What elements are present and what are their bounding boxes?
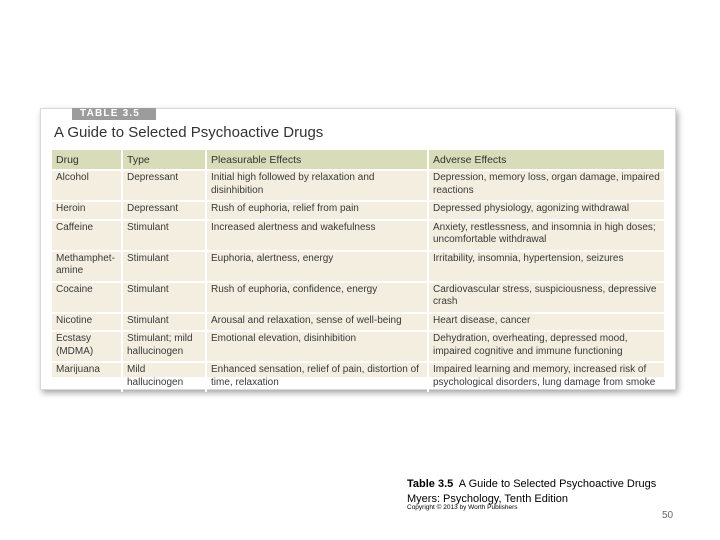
cell-adverse: Irritability, insomnia, hypertension, seizures <box>428 251 664 282</box>
page-number: 50 <box>662 510 674 521</box>
cell-pleasurable: Rush of euphoria, relief from pain <box>206 201 428 220</box>
cell-drug: Cocaine <box>52 282 122 313</box>
cell-adverse: Anxiety, restlessness, and insomnia in high doses; uncomfortable withdrawal <box>428 220 664 251</box>
column-header-pleasurable-effects: Pleasurable Effects <box>206 150 428 170</box>
cell-drug: Methamphet-amine <box>52 251 122 282</box>
cell-drug: Alcohol <box>52 170 122 201</box>
cell-adverse: Dehydration, overheating, depressed mood, impaired cognitive and immune functioning <box>428 331 664 362</box>
cell-type: Depressant <box>122 201 206 220</box>
cell-type: Stimulant <box>122 313 206 332</box>
column-header-adverse-effects: Adverse Effects <box>428 150 664 170</box>
cell-pleasurable: Enhanced sensation, relief of pain, distortion of time, relaxation <box>206 362 428 392</box>
table-row <box>52 170 664 201</box>
table-row <box>52 220 664 251</box>
table-row <box>52 313 664 332</box>
cell-drug: Caffeine <box>52 220 122 251</box>
cell-adverse: Heart disease, cancer <box>428 313 664 332</box>
table-body <box>52 170 664 392</box>
cell-adverse: Depressed physiology, agonizing withdrawal <box>428 201 664 220</box>
cell-pleasurable: Increased alertness and wakefulness <box>206 220 428 251</box>
table-title: A Guide to Selected Psychoactive Drugs <box>54 124 324 141</box>
drug-table-container <box>52 150 664 388</box>
table-row <box>52 282 664 313</box>
column-header-type: Type <box>122 150 206 170</box>
cell-type: Stimulant <box>122 220 206 251</box>
caption-line <box>407 477 656 492</box>
cell-pleasurable: Arousal and relaxation, sense of well-being <box>206 313 428 332</box>
cell-type: Stimulant; mild hallucinogen <box>122 331 206 362</box>
cell-pleasurable: Initial high followed by relaxation and disinhibition <box>206 170 428 201</box>
cell-adverse: Impaired learning and memory, increased risk of psychological disorders, lung damage from smoke <box>428 362 664 392</box>
cell-drug: Heroin <box>52 201 122 220</box>
table-row <box>52 362 664 392</box>
table-row <box>52 331 664 362</box>
cell-drug: Ecstasy (MDMA) <box>52 331 122 362</box>
drug-table <box>52 150 664 392</box>
caption-source: Myers: Psychology, Tenth Edition <box>407 493 569 505</box>
cell-pleasurable: Rush of euphoria, confidence, energy <box>206 282 428 313</box>
cell-type: Stimulant <box>122 251 206 282</box>
cell-drug: Nicotine <box>52 313 122 332</box>
slide-caption <box>407 477 656 507</box>
cell-pleasurable: Emotional elevation, disinhibition <box>206 331 428 362</box>
copyright-notice: Copyright © 2013 by Worth Publishers <box>407 504 518 511</box>
table-row <box>52 201 664 220</box>
table-row <box>52 251 664 282</box>
cell-adverse: Cardiovascular stress, suspiciousness, depressive crash <box>428 282 664 313</box>
cell-type: Stimulant <box>122 282 206 313</box>
cell-type: Depressant <box>122 170 206 201</box>
cell-drug: Marijuana <box>52 362 122 392</box>
table-header-row <box>52 150 664 170</box>
cell-type: Mild hallucinogen <box>122 362 206 392</box>
column-header-drug: Drug <box>52 150 122 170</box>
cell-adverse: Depression, memory loss, organ damage, impaired reactions <box>428 170 664 201</box>
cell-pleasurable: Euphoria, alertness, energy <box>206 251 428 282</box>
table-tag: TABLE 3.5 <box>72 108 156 120</box>
caption-label: Table 3.5 <box>407 478 454 490</box>
caption-text: A Guide to Selected Psychoactive Drugs <box>458 478 657 490</box>
